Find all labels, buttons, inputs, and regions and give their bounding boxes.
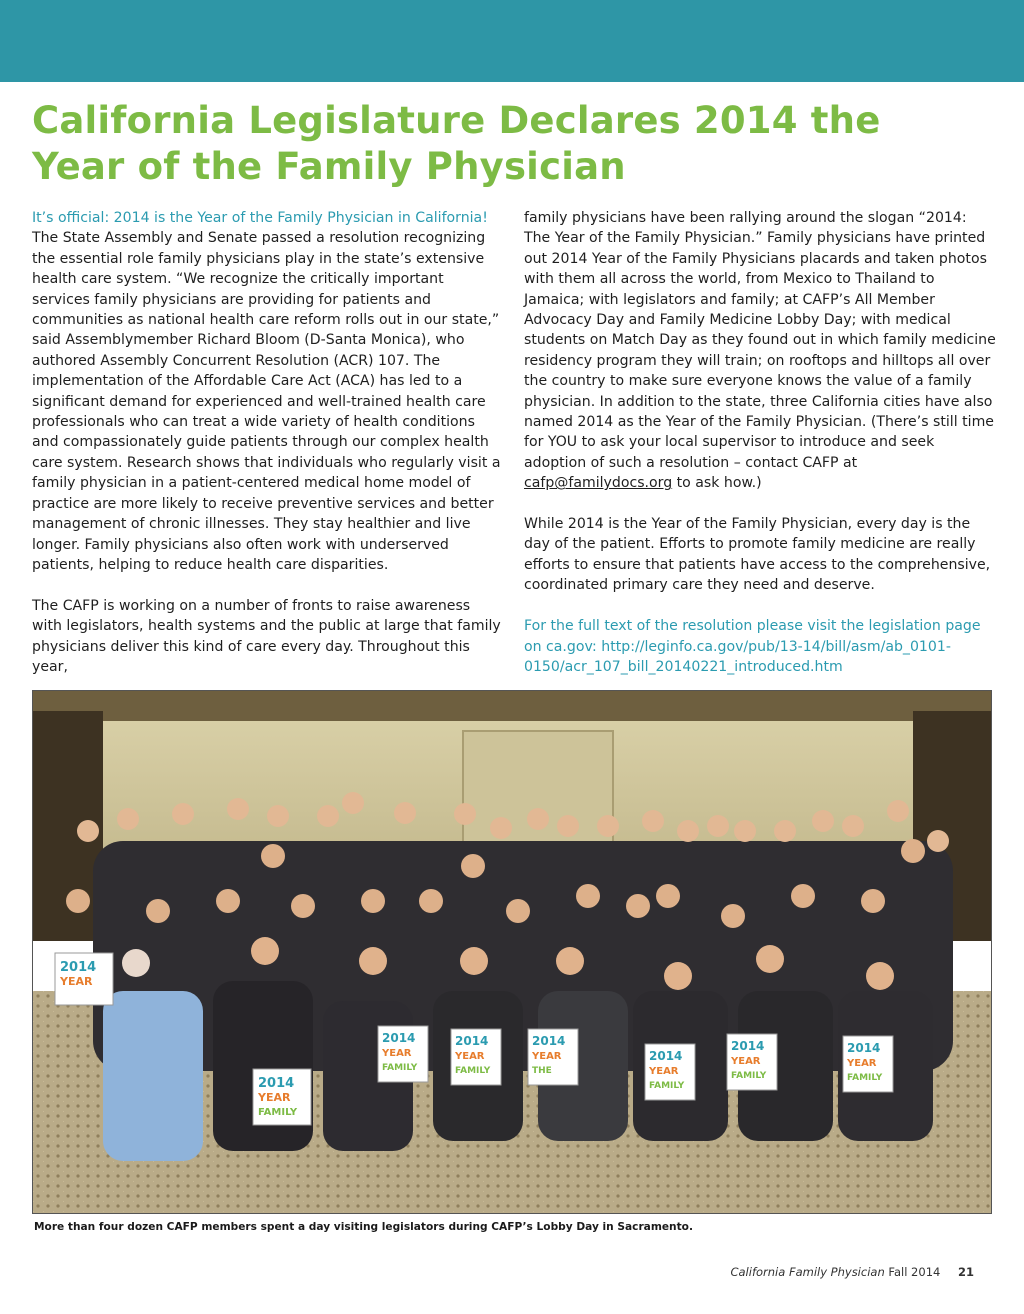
group-photo bbox=[32, 690, 992, 1214]
svg-text:YEAR: YEAR bbox=[731, 1056, 761, 1067]
lead-sentence: It’s official: 2014 is the Year of the Family Physician in California! bbox=[32, 210, 488, 226]
svg-text:THE: THE bbox=[532, 1066, 552, 1076]
svg-text:FAMILY: FAMILY bbox=[847, 1073, 883, 1083]
resolution-link-paragraph[interactable]: For the full text of the resolution please visit the legislation page on ca.gov: http://leginfo.ca.gov/pub/13-14/bill/asm/ab_0101-0150/acr_107_bill_20140221_introduced.htm bbox=[524, 618, 981, 675]
svg-text:YEAR: YEAR bbox=[258, 1091, 291, 1104]
photo-caption: More than four dozen CAFP members spent a day visiting legislators during CAFP’s Lobby Day in Sacramento. bbox=[34, 1221, 693, 1233]
svg-text:YEAR: YEAR bbox=[455, 1051, 485, 1062]
svg-text:2014: 2014 bbox=[258, 1076, 295, 1091]
right-paragraph-1-body: family physicians have been rallying around the slogan “2014: The Year of the Family Physician.” Family physicians have printed out 2014 Year of the Family Physicians placards and taken photos with them all across the world, from Mexico to Thailand to Jamaica; with legislators and family; at CAFP’s All Member Advocacy Day and Family Medicine Lobby Day; with medical students on Match Day as they found out in which family medicine residency program they will train; on rooftops and hilltops all over the country to make sure everyone knows the value of a family physician. In addition to the state, three California cities have also named 2014 as the Year of the Family Physician. (There’s still time for YOU to ask your local supervisor to introduce and seek adoption of such a resolution – contact CAFP at bbox=[524, 210, 996, 471]
header-band bbox=[0, 0, 1024, 82]
svg-text:YEAR: YEAR bbox=[532, 1051, 562, 1062]
svg-text:FAMILY: FAMILY bbox=[731, 1071, 767, 1081]
front-row-bodies bbox=[103, 981, 933, 1161]
svg-text:YEAR: YEAR bbox=[382, 1048, 412, 1059]
svg-text:FAMILY: FAMILY bbox=[649, 1081, 685, 1091]
svg-text:2014: 2014 bbox=[382, 1031, 416, 1045]
page-number: 21 bbox=[957, 1265, 974, 1279]
right-column bbox=[524, 208, 996, 698]
svg-text:2014: 2014 bbox=[649, 1049, 683, 1063]
email-link[interactable]: cafp@familydocs.org bbox=[524, 475, 673, 492]
svg-text:YEAR: YEAR bbox=[847, 1058, 877, 1069]
svg-text:2014: 2014 bbox=[532, 1034, 566, 1048]
left-paragraph-1 bbox=[32, 208, 504, 575]
left-column bbox=[32, 208, 504, 698]
page-footer bbox=[730, 1265, 974, 1279]
svg-text:2014: 2014 bbox=[60, 960, 97, 975]
svg-text:FAMILY: FAMILY bbox=[382, 1063, 418, 1073]
svg-text:2014: 2014 bbox=[847, 1041, 881, 1055]
right-paragraph-1-end: to ask how.) bbox=[676, 475, 762, 492]
svg-text:2014: 2014 bbox=[731, 1039, 765, 1053]
svg-text:FAMILY: FAMILY bbox=[258, 1107, 298, 1118]
issue-label: Fall 2014 bbox=[888, 1265, 941, 1279]
magazine-name: California Family Physician bbox=[730, 1265, 885, 1279]
article-title: California Legislature Declares 2014 the Year of the Family Physician bbox=[32, 99, 881, 188]
svg-text:FAMILY: FAMILY bbox=[455, 1066, 491, 1076]
left-paragraph-1-body: The State Assembly and Senate passed a resolution recognizing the essential role family physicians play in the state’s extensive health care system. “We recognize the critically important services family physicians are providing for patients and communities as national health care reform rolls out in our state,” said Assemblymember Richard Bloom (D-Santa Monica), who authored Assembly Concurrent Resolution (ACR) 107. The implementation of the Affordable Care Act (ACA) has led to a significant demand for experienced and well-trained health care professionals who can treat a wide variety of health conditions and compassionately guide patients through our complex health care system. Research shows that individuals who regularly visit a family physician in a patient-centered medical home model of practice are more likely to receive preventive services and better management of chronic illnesses. They stay healthier and live longer. Family physicians also often work with underserved patients, helping to reduce health care disparities. bbox=[32, 230, 501, 573]
left-paragraph-2: The CAFP is working on a number of fronts to raise awareness with legislators, health systems and the public at large that family physicians deliver this kind of care every day. Throughout this year, bbox=[32, 597, 501, 675]
svg-text:YEAR: YEAR bbox=[60, 975, 93, 988]
svg-text:2014: 2014 bbox=[455, 1034, 489, 1048]
group-photo-illustration bbox=[33, 691, 991, 1213]
svg-text:YEAR: YEAR bbox=[649, 1066, 679, 1077]
ceiling bbox=[33, 691, 991, 721]
right-paragraph-2: While 2014 is the Year of the Family Physician, every day is the day of the patient. Efforts to promote family medicine are really efforts to ensure that patients have access to the comprehensive, coordinated primary care they need and deserve. bbox=[524, 516, 991, 594]
right-paragraph-1 bbox=[524, 208, 996, 494]
